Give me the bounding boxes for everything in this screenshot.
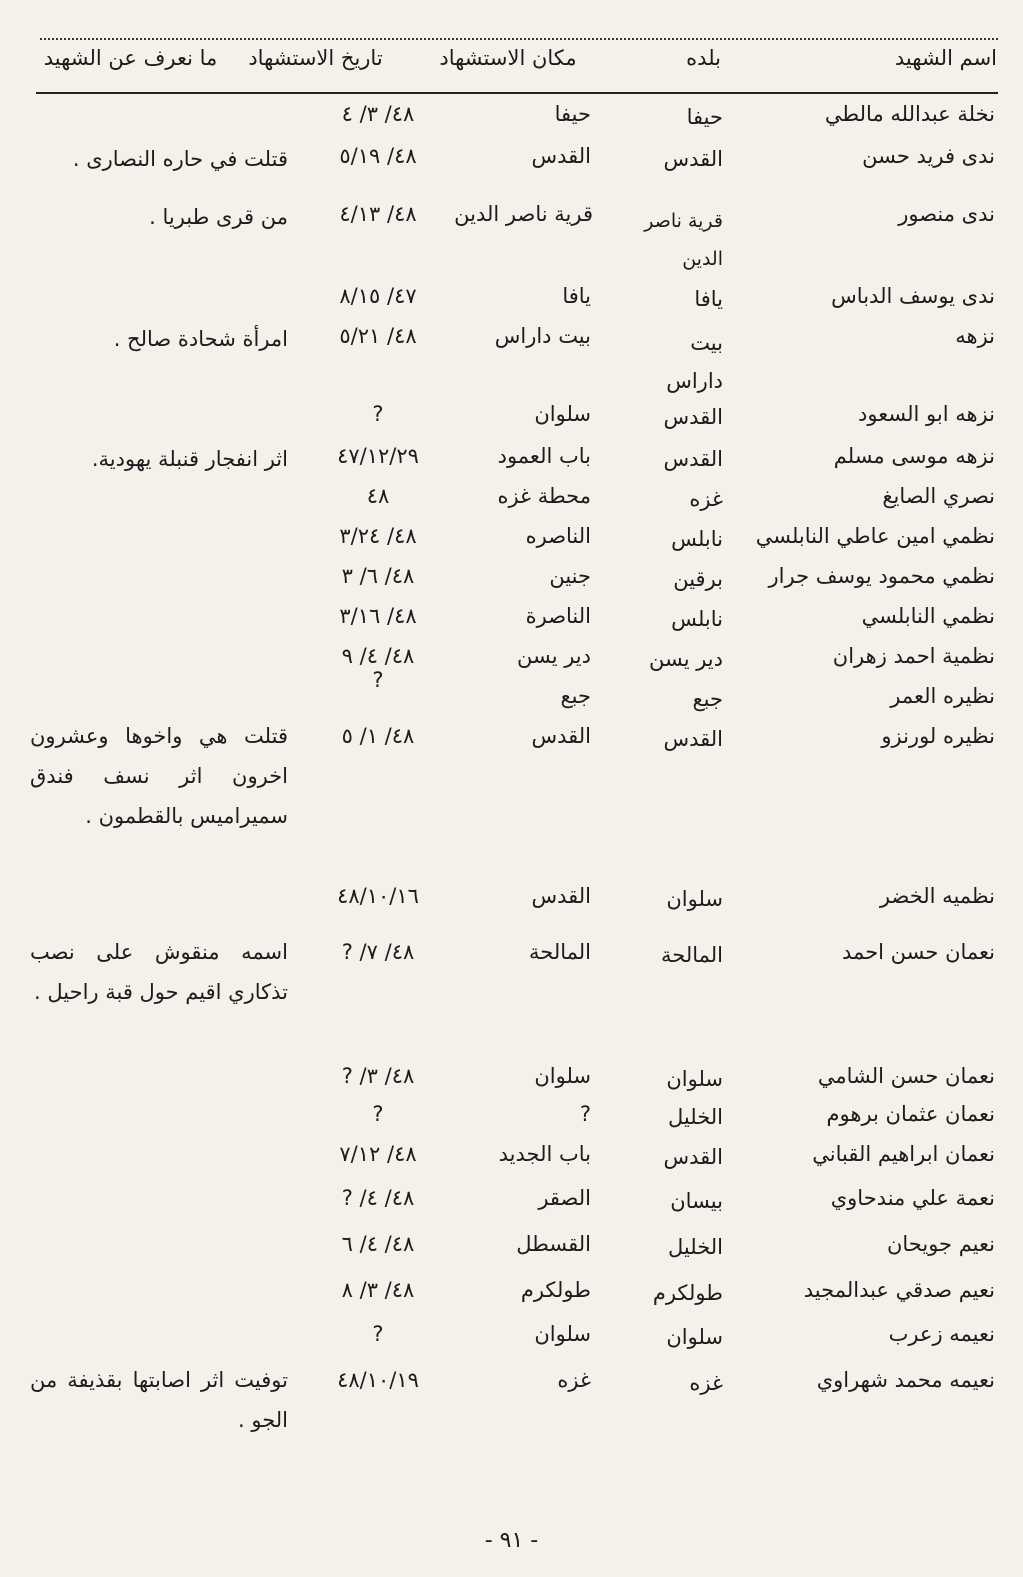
row-name: نزهه ابو السعود	[858, 402, 995, 426]
row-place: سلوان	[534, 402, 591, 426]
row-town: القدس	[663, 1145, 723, 1169]
row-town: دير يسن	[648, 647, 723, 671]
row-town: الخليل	[668, 1235, 723, 1259]
row-notes: قتلت في حاره النصارى .	[72, 147, 288, 171]
row-place: الصقر	[538, 1186, 591, 1210]
row-place: الناصرة	[525, 604, 591, 628]
row-name: نصري الصايغ	[882, 484, 995, 508]
row-date: ٤٨/ ٣/٢٤	[339, 524, 417, 548]
row-name: نظيره لورنزو	[881, 724, 995, 748]
row-name: نزهه موسى مسلم	[833, 444, 995, 468]
row-name: نظيره العمر	[890, 684, 995, 708]
row-place: جنين	[549, 564, 591, 588]
row-name: نظمي النابلسي	[861, 604, 995, 628]
row-name: نظميه الخضر	[879, 884, 995, 908]
row-date: ٤٨/ ٤/ ٩	[341, 644, 415, 668]
row-town: القدس	[663, 727, 723, 751]
header-name: اسم الشهيد	[894, 46, 997, 70]
row-place: حيفا	[554, 102, 591, 126]
row-town: سلوان	[666, 1325, 723, 1349]
row-date: ٤٨/ ٣/١٦	[339, 604, 417, 628]
row-town: نابلس	[671, 607, 723, 631]
row-date: ٤٨/ ٣/ ?	[341, 1064, 415, 1088]
row-name: نعمان ابراهيم القباني	[812, 1142, 995, 1166]
row-town: القدس	[663, 405, 723, 429]
row-name: نعيمه محمد شهراوي	[816, 1368, 995, 1392]
row-name: ندى فريد حسن	[862, 144, 995, 168]
row-date: ٤٨/ ٤/ ٦	[341, 1232, 415, 1256]
row-notes: امرأة شحادة صالح .	[113, 327, 288, 351]
row-town: بيسان	[670, 1189, 723, 1213]
row-date: ?	[372, 402, 384, 426]
row-date: ٤٧/ ٨/١٥	[339, 284, 417, 308]
header-place: مكان الاستشهاد	[439, 46, 577, 70]
row-place: الناصره	[525, 524, 591, 548]
row-date: ٤٨/ ٤/ ?	[341, 1186, 415, 1210]
row-place: القدس	[531, 724, 591, 748]
row-date: ?	[372, 1322, 384, 1346]
row-place: دير يسن	[516, 644, 591, 668]
row-date: ٤٨/ ٤/١٣	[339, 202, 417, 226]
row-date: ٤٨/ ٣/ ٨	[341, 1278, 415, 1302]
row-place: القدس	[531, 144, 591, 168]
row-date: ٤٨/ ٧/١٢	[339, 1142, 417, 1166]
row-date: ٤٨/ ٧/ ?	[341, 940, 415, 964]
header-rule	[36, 92, 998, 94]
row-town: يافا	[694, 287, 723, 311]
row-name: نعيم صدقي عبدالمجيد	[803, 1278, 995, 1302]
row-notes: اسمه منقوش على نصب تذكاري اقيم حول قبة راحيل .	[30, 940, 288, 1004]
row-town: برقين	[673, 567, 723, 591]
row-name: نظمية احمد زهران	[832, 644, 995, 668]
row-place: سلوان	[534, 1322, 591, 1346]
row-date: ٤٨/ ٥/٢١	[339, 324, 417, 348]
row-place: طولكرم	[520, 1278, 591, 1302]
row-date: ٤٨/ ١/ ٥	[341, 724, 415, 748]
row-date: ٤٨/ ٣/ ٤	[341, 102, 415, 126]
row-notes: اثر انفجار قنبلة يهودية.	[91, 447, 288, 471]
row-name: ندى منصور	[898, 202, 995, 226]
row-notes: من قرى طبريا .	[149, 205, 288, 229]
row-town: سلوان	[666, 1067, 723, 1091]
row-date: ٤٨/ ٥/١٩	[339, 144, 417, 168]
row-name: نخلة عبدالله مالطي	[824, 102, 995, 126]
row-place: غزه	[557, 1368, 591, 1392]
row-date: ?	[372, 1102, 384, 1126]
row-place: القدس	[531, 884, 591, 908]
row-town: القدس	[663, 447, 723, 471]
row-town: المالحة	[661, 943, 723, 967]
row-place: باب العمود	[497, 444, 591, 468]
row-place: ?	[579, 1102, 591, 1126]
row-town: قرية ناصر الدين	[644, 210, 723, 270]
row-place: يافا	[562, 284, 591, 308]
row-town: الخليل	[668, 1105, 723, 1129]
row-name: نعمان حسن احمد	[842, 940, 995, 964]
row-name: نعمة علي مندحاوي	[830, 1186, 995, 1210]
page-number: - ٩١ -	[484, 1528, 539, 1553]
row-place: جبع	[560, 684, 591, 708]
row-place: المالحة	[529, 940, 591, 964]
header-town: بلده	[686, 46, 721, 70]
row-name: نظمي امين عاطي النابلسي	[755, 524, 995, 548]
row-town: نابلس	[671, 527, 723, 551]
row-date: ٤٨/١٠/١٦	[337, 884, 419, 908]
row-date: ٤٨/ ٦/ ٣	[341, 564, 415, 588]
table-header	[0, 46, 1023, 86]
row-notes: قتلت هي واخوها وعشرون اخرون اثر نسف فندق سميراميس بالقطمون .	[30, 724, 288, 828]
row-town: غزه	[689, 1371, 723, 1395]
row-town: القدس	[663, 147, 723, 171]
row-town: حيفا	[686, 105, 723, 129]
row-place: قرية ناصر الدين	[454, 202, 593, 226]
row-place: محطة غزه	[497, 484, 591, 508]
row-name: ندى يوسف الدباس	[831, 284, 995, 308]
row-name: نعمان حسن الشامي	[817, 1064, 995, 1088]
row-name: نظمي محمود يوسف جرار	[768, 564, 995, 588]
row-place: القسطل	[516, 1232, 591, 1256]
row-name: نزهه	[955, 324, 995, 348]
row-town: طولكرم	[652, 1281, 723, 1305]
row-place: باب الجديد	[498, 1142, 591, 1166]
header-notes: ما نعرف عن الشهيد	[43, 46, 218, 70]
row-date: ?	[372, 668, 384, 692]
row-town: جبع	[692, 687, 723, 711]
row-name: نعمان عثمان برهوم	[826, 1102, 995, 1126]
row-town: غزه	[689, 487, 723, 511]
row-date: ٤٨/١٠/١٩	[337, 1368, 419, 1392]
row-town: سلوان	[666, 887, 723, 911]
header-date: تاريخ الاستشهاد	[248, 46, 383, 70]
row-date: ٤٨	[366, 484, 390, 508]
row-town: بيت داراس	[666, 331, 723, 393]
row-name: نعيمه زعرب	[888, 1322, 995, 1346]
row-date: ٤٧/١٢/٢٩	[337, 444, 419, 468]
top-rule	[40, 38, 998, 40]
row-notes: توفيت اثر اصابتها بقذيفة من الجو .	[30, 1368, 288, 1432]
row-place: سلوان	[534, 1064, 591, 1088]
row-name: نعيم جويحان	[886, 1232, 995, 1256]
row-place: بيت داراس	[494, 324, 591, 348]
